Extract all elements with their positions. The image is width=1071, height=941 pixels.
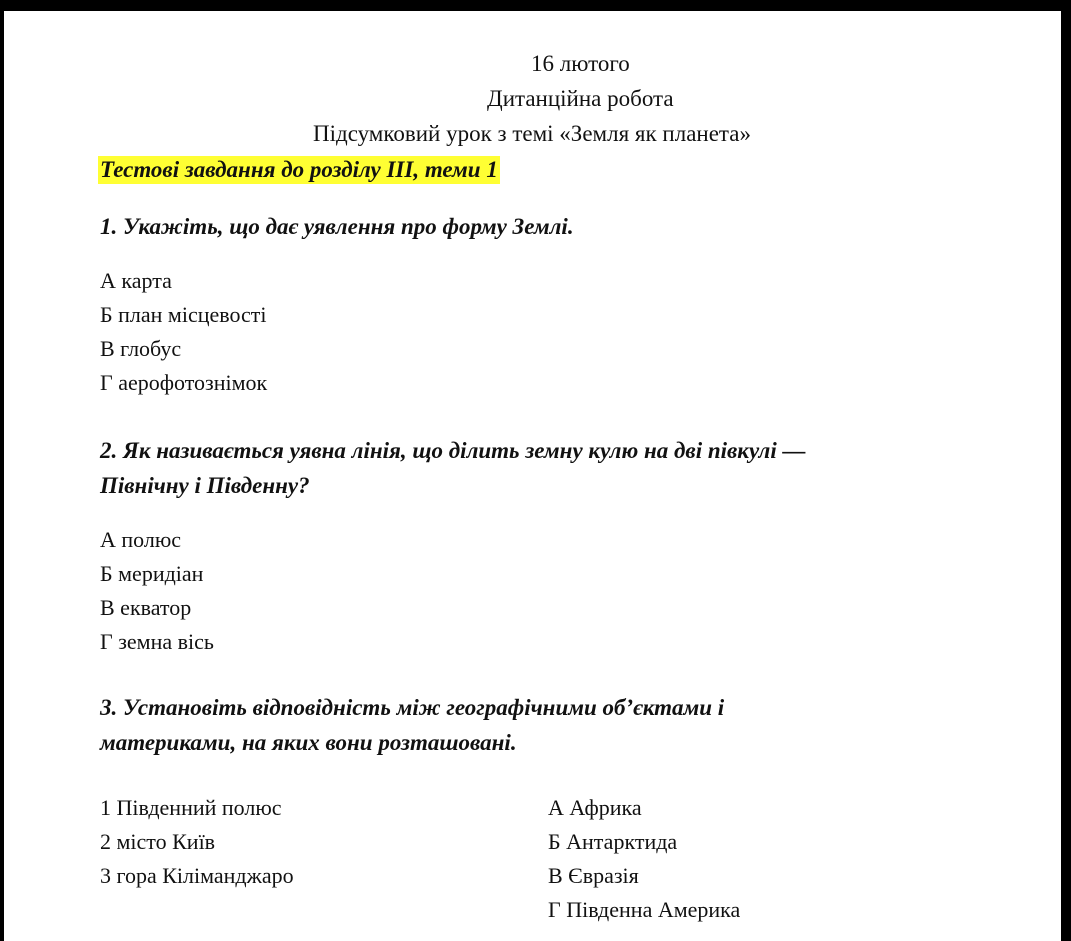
question-1-option-b: Б план місцевості xyxy=(100,302,267,327)
question-1-option-c: В глобус xyxy=(100,336,182,361)
section-title-highlighted: Тестові завдання до розділу ІІІ, теми 1 xyxy=(100,157,498,182)
question-1-text: 1. Укажіть, що дає уявлення про форму Землі. xyxy=(100,214,574,239)
question-2-option-a: А полюс xyxy=(100,527,182,552)
question-2-text-line-2: Північну і Південну? xyxy=(100,473,310,498)
question-1-option-a: А карта xyxy=(100,268,172,293)
question-3-right-option-b: Б Антарктида xyxy=(548,829,678,854)
question-1-option-d: Г аерофотознімок xyxy=(100,370,268,395)
question-2-text-line-1: 2. Як називається уявна лінія, що ділить земну кулю на дві півкулі — xyxy=(100,438,806,463)
question-3-text-line-1: 3. Установіть відповідність між географічними об’єктами і xyxy=(100,695,725,720)
question-3-left-option-3: 3 гора Кіліманджаро xyxy=(100,863,294,888)
question-2-option-d: Г земна вісь xyxy=(100,629,214,654)
question-2-option-b: Б меридіан xyxy=(100,561,204,586)
lesson-title-line: Підсумковий урок з темі «Земля як планета» xyxy=(313,121,751,146)
question-3-text-line-2: материками, на яких вони розташовані. xyxy=(100,730,517,755)
work-type-line: Дитанційна робота xyxy=(487,86,674,111)
question-3-left-option-2: 2 місто Київ xyxy=(100,829,216,854)
question-3-left-option-1: 1 Південний полюс xyxy=(100,795,282,820)
question-3-right-option-d: Г Південна Америка xyxy=(548,897,741,922)
document-page xyxy=(4,11,1061,941)
question-3-right-option-a: А Африка xyxy=(548,795,642,820)
date-line: 16 лютого xyxy=(531,51,630,76)
question-3-right-option-c: В Євразія xyxy=(548,863,639,888)
question-2-option-c: В екватор xyxy=(100,595,192,620)
